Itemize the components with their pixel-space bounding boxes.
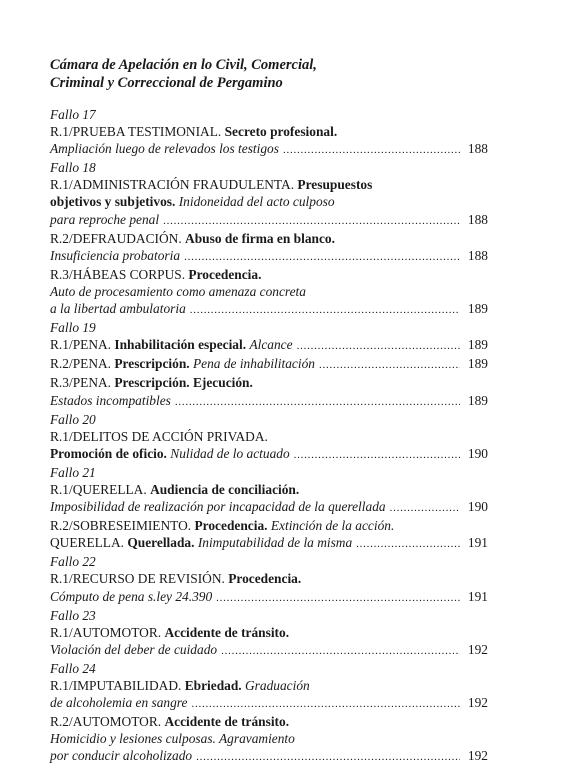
dot-leader (191, 694, 460, 713)
fallo-21-heading: Fallo 21 (50, 464, 96, 480)
court-heading (50, 56, 470, 92)
dot-leader (184, 247, 460, 266)
fallo-18-r1-detail: para reproche penal . . . 188 (50, 211, 488, 230)
fallo-19-r3-title: R.3/PENA. Prescripción. Ejecución. (50, 375, 253, 391)
fallo-22-r1-detail: Cómputo de pena s.ley 24.390 . . . 191 (50, 588, 488, 607)
fallo-24-heading: Fallo 24 (50, 660, 96, 676)
dot-leader (196, 747, 460, 766)
fallo-24-r2-title: R.2/AUTOMOTOR. Accidente de tránsito. (50, 714, 290, 730)
court-heading-line-2: Criminal y Correccional de Pergamino (50, 75, 283, 91)
dot-leader (221, 641, 460, 660)
fallo-18-r3-detail: Auto de procesamiento como amenaza concreta (50, 283, 306, 299)
page-number: 191 (467, 535, 488, 551)
court-heading-line-1: Cámara de Apelación en lo Civil, Comercial, (50, 57, 317, 73)
fallo-22-r1-title: R.1/RECURSO DE REVISIÓN. Procedencia. (50, 571, 302, 587)
page-number: 188 (467, 247, 488, 263)
fallo-21-r1-title: R.1/QUERELLA. Audiencia de conciliación. (50, 481, 300, 497)
page-number: 192 (467, 748, 488, 764)
fallo-21-r2-title: R.2/SOBRESEIMIENTO. Procedencia. Extinción de la acción. (50, 518, 395, 534)
fallo-18-r2-detail: Insuficiencia probatoria . . . 188 (50, 247, 488, 266)
fallo-17-r1-detail: Ampliación luego de relevados los testigos . . . 188 (50, 140, 488, 159)
fallo-24-r1-title: R.1/IMPUTABILIDAD. Ebriedad. Graduación (50, 678, 310, 693)
fallo-20-heading: Fallo 20 (50, 411, 96, 427)
page-number: 188 (467, 211, 488, 227)
dot-leader (163, 211, 460, 230)
fallo-18-r1-title-cont: objetivos y subjetivos. Inidoneidad del acto culposo (50, 194, 335, 210)
fallo-21-r2-detail: QUERELLA. Querellada. Inimputabilidad de la misma . . . 191 (50, 534, 488, 553)
fallo-23-r1-detail: Violación del deber de cuidado . . . 192 (50, 641, 488, 660)
page-number: 189 (467, 337, 488, 353)
page-number: 192 (467, 695, 488, 711)
page-number: 189 (467, 392, 488, 408)
fallo-19-r1: R.1/PENA. Inhabilitación especial. Alcance . . . 189 (50, 336, 488, 355)
page-number: 189 (467, 301, 488, 317)
fallo-24-r2-detail: Homicidio y lesiones culposas. Agravamiento (50, 731, 295, 747)
page-number: 192 (467, 641, 488, 657)
page-number: 189 (467, 356, 488, 372)
fallo-19-r2: R.2/PENA. Prescripción. Pena de inhabilitación . . . 189 (50, 355, 488, 374)
dot-leader (294, 445, 460, 464)
fallo-22-heading: Fallo 22 (50, 554, 96, 570)
index-entries (50, 106, 488, 766)
fallo-23-r1-title: R.1/AUTOMOTOR. Accidente de tránsito. (50, 624, 290, 640)
fallo-18-r2-title: R.2/DEFRAUDACIÓN. Abuso de firma en blanco. (50, 230, 335, 246)
page-number: 191 (467, 588, 488, 604)
fallo-18-r3-detail-cont: a la libertad ambulatoria . . . 189 (50, 300, 488, 319)
fallo-24-r1-detail: de alcoholemia en sangre . . . 192 (50, 694, 488, 713)
page-number: 188 (467, 141, 488, 157)
dot-leader (297, 336, 460, 355)
fallo-19-heading: Fallo 19 (50, 320, 96, 336)
fallo-20-r1-detail: Promoción de oficio. Nulidad de lo actuado . . . 190 (50, 445, 488, 464)
page-number: 190 (467, 499, 488, 515)
fallo-23-heading: Fallo 23 (50, 607, 96, 623)
fallo-24-r2-detail-cont: por conducir alcoholizado . . . 192 (50, 747, 488, 766)
fallo-21-r1-detail: Imposibilidad de realización por incapacidad de la querellada . . . 190 (50, 498, 488, 517)
fallo-19-r3-detail: Estados incompatibles . . . 189 (50, 392, 488, 411)
dot-leader (216, 588, 460, 607)
dot-leader (356, 534, 460, 553)
page-number: 190 (467, 445, 488, 461)
dot-leader (319, 355, 460, 374)
fallo-18-r3-title: R.3/HÁBEAS CORPUS. Procedencia. (50, 266, 262, 282)
dot-leader (175, 392, 460, 411)
dot-leader (190, 300, 460, 319)
dot-leader (390, 498, 460, 517)
fallo-20-r1-title: R.1/DELITOS DE ACCIÓN PRIVADA. (50, 428, 268, 444)
dot-leader (283, 140, 460, 159)
fallo-17-heading: Fallo 17 (50, 107, 96, 122)
fallo-17-r1-title: R.1/PRUEBA TESTIMONIAL. Secreto profesional. (50, 124, 338, 140)
fallo-18-r1-title: R.1/ADMINISTRACIÓN FRAUDULENTA. Presupuestos (50, 177, 373, 193)
fallo-18-heading: Fallo 18 (50, 160, 96, 176)
